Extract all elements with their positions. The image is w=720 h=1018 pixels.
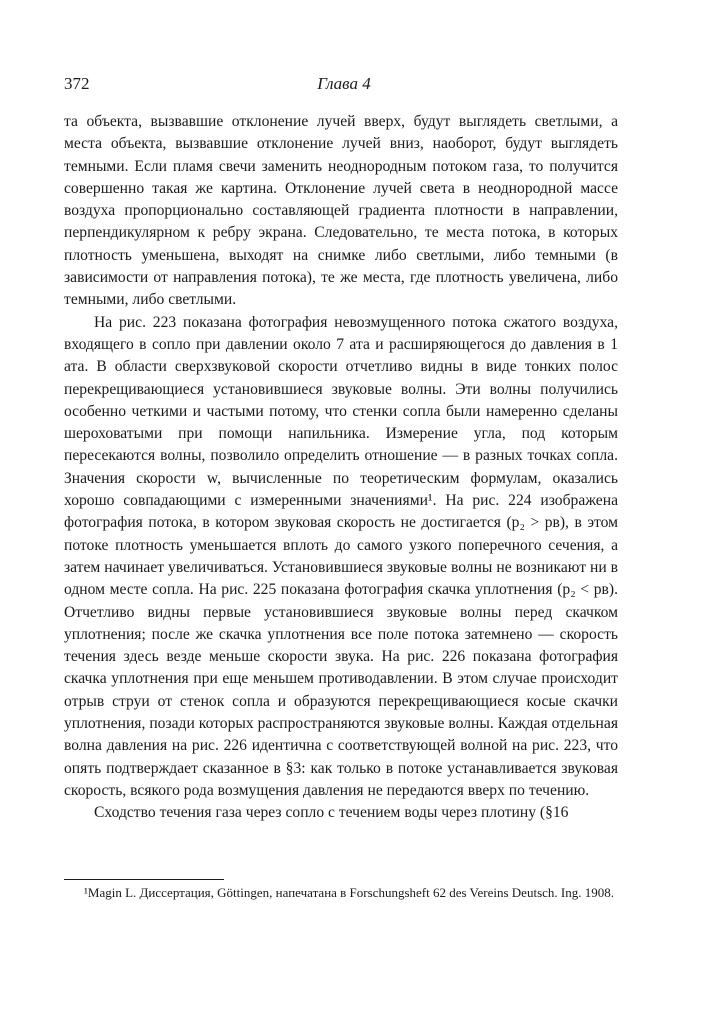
page-header [64,74,624,98]
paragraph-continuation: та объекта, вызвавшие отклонение лучей вверх, будут выглядеть светлыми, а места объекта, вызвавшие отклонение лучей вниз, наоборот, будут выглядеть темными. Если пламя свечи заменить неоднородным потоком газа, то получится совершенно такая же картина. Отклонение лучей света в неоднородной массе воздуха пропорционально составляющей градиента плотности в направлении, перпендикулярном к ребру экрана. Следовательно, те места потока, в которых плотность уменьшена, выходят на снимке либо светлыми, либо темными (в зависимости от направления потока), те же места, где плотность увеличена, либо темными, либо светлыми. [64,113,618,309]
body-text [64,111,618,825]
paragraph-similarity: Сходство течения газа через сопло с течением воды через плотину (§16 [94,804,569,822]
footnote-divider [64,879,224,880]
page-number: 372 [64,74,90,93]
chapter-title: Глава 4 [317,74,371,93]
footnote: ¹Magin L. Диссертация, Göttingen, напечатана в Forschungsheft 62 des Vereins Deutsch. Ing. 1908. [84,885,614,900]
paragraph-sound-waves: На рис. 223 показана фотография невозмущенного потока сжатого воздуха, входящего в сопло при давлении около 7 ата и расширяющегося до давления в 1 ата. В области сверхзвуковой скорости отчетливо видны в виде тонких полос перекрещивающиеся установившиеся звуковые волны. Эти волны получились особенно четкими и частыми потому, что стенки сопла были намеренно сделаны шероховатыми при помощи напильника. Измерение угла, под которым пересекаются волны, позволило определить отношение — в разных точках сопла. Значения скорости w, вычисленные по теоретическим формулам, оказались хорошо совпадающими с измеренными значениями¹. На рис. 224 изображена фотография потока, в котором звуковая скорость не достигается (p₂ > pв), в этом потоке плотность уменьшается вплоть до самого узкого поперечного сечения, а затем начинает увеличиваться. Установившиеся звуковые волны не возникают ни в одном месте сопла. На рис. 225 показана фотография скачка уплотнения (p₂ < pв). Отчетливо видны первые установившиеся звуковые волны перед скачком уплотнения; после же скачка уплотнения все поле потока затемнено — скорость течения здесь везде меньше скорости звука. На рис. 226 показана фотография скачка уплотнения при еще меньшем противодавлении. В этом случае происходит отрыв струи от стенок сопла и образуются перекрещивающиеся косые скачки уплотнения, позади которых распространяются звуковые волны. Каждая отдельная волна давления на рис. 226 идентична с соответствующей волной на рис. 223, что опять подтверждает сказанное в §3: как только в потоке устанавливается звуковая скорость, всякого рода возмущения давления не передаются вверх по течению. [64,313,618,799]
